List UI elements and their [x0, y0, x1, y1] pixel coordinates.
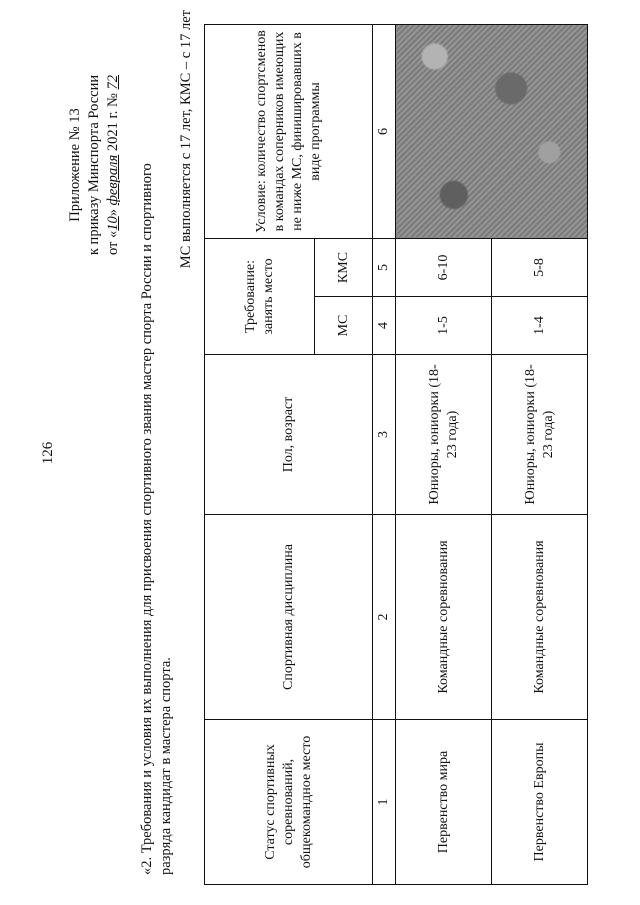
header-status: Статус спортивных соревнований, общекомандное место [205, 720, 373, 885]
requirements-table [204, 24, 588, 885]
table-header-row [205, 25, 315, 885]
column-number: 4 [373, 297, 396, 355]
row-discipline: Командные соревнования [396, 515, 492, 720]
page-number: 126 [40, 441, 56, 465]
annex-date-month: февраля [105, 154, 121, 206]
column-number: 5 [373, 239, 396, 297]
row-ms-place: 1-5 [396, 297, 492, 355]
header-gender-age: Пол, возраст [205, 355, 373, 515]
column-number: 3 [373, 355, 396, 515]
annex-date-day: 10 [105, 216, 121, 231]
column-number: 2 [373, 515, 396, 720]
row-status: Первенство Европы [492, 720, 588, 885]
row-ms-place: 1-4 [492, 297, 588, 355]
row-status: Первенство мира [396, 720, 492, 885]
column-numbers-row [373, 25, 396, 885]
row-gender-age: Юниоры, юниорки (18-23 года) [396, 355, 492, 515]
row-gender-age: Юниоры, юниорки (18-23 года) [492, 355, 588, 515]
header-condition: Условие: количество спортсменов в командах соперников имеющих не ниже МС, финишировавших в виде программы [205, 25, 373, 239]
annex-date-year: 2021 г. № [105, 93, 121, 152]
annex-date-prefix: от « [105, 230, 121, 256]
column-number: 6 [373, 25, 396, 239]
annex-order-number: 72 [105, 74, 121, 90]
annex-header [66, 15, 123, 315]
annex-date-line [104, 15, 123, 315]
condition-shaded-cell [396, 25, 588, 239]
header-discipline: Спортивная дисциплина [205, 515, 373, 720]
row-kms-place: 5-8 [492, 239, 588, 297]
header-requirement: Требование: занять место [205, 239, 315, 355]
intro-paragraph: «2. Требования и условия их выполнения для присвоения спортивного звания мастер спорта России и спортивного разряда кандидат в мастера спорта. [139, 163, 174, 875]
header-ms: МС [315, 297, 373, 355]
header-kms: КМС [315, 239, 373, 297]
annex-date-mid: » [105, 208, 121, 217]
table-row [396, 25, 492, 885]
age-note: МС выполняется с 17 лет, КМС – с 17 лет [178, 10, 194, 269]
row-kms-place: 6-10 [396, 239, 492, 297]
annex-title: Приложение № 13 [67, 108, 83, 222]
row-discipline: Командные соревнования [492, 515, 588, 720]
column-number: 1 [373, 720, 396, 885]
annex-order-reference: к приказу Минспорта России [86, 74, 102, 256]
